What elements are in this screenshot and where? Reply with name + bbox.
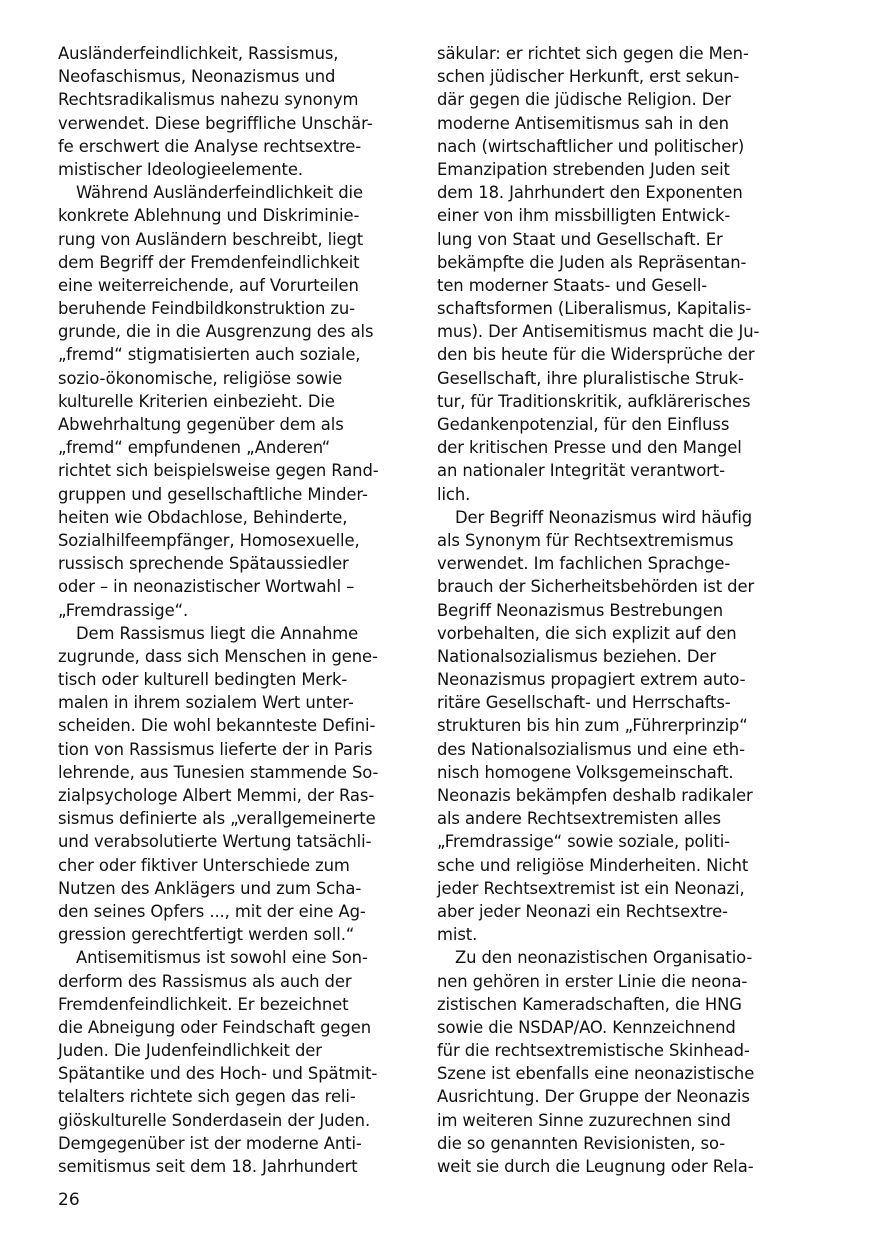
text-line: Neofaschismus, Neonazismus und	[58, 67, 336, 87]
text-line: grunde, die in die Ausgrenzung des als	[58, 322, 374, 342]
text-line: als andere Rechtsextremisten alles	[437, 809, 721, 829]
text-line: telalters richtete sich gegen das reli-	[58, 1087, 356, 1107]
text-line: gression gerechtfertigt werden soll.“	[58, 925, 355, 945]
text-line: ritäre Gesellschaft- und Herrschafts-	[437, 693, 731, 713]
paragraph-start-line: Der Begriff Neonazismus wird häufig	[455, 507, 753, 527]
text-line: kulturelle Kriterien einbezieht. Die	[58, 391, 335, 411]
page-number: 26	[58, 1190, 80, 1210]
text-line: där gegen die jüdische Religion. Der	[437, 90, 731, 110]
text-line: derform des Rassismus als auch der	[58, 971, 352, 991]
text-line: tisch oder kulturell bedingten Merk-	[58, 670, 348, 690]
text-line: Rechtsradikalismus nahezu synonym	[58, 90, 359, 110]
text-line: dem 18. Jahrhundert den Exponenten	[437, 183, 743, 203]
text-line: den bis heute für die Widersprüche der	[437, 345, 755, 365]
text-line: Gesellschaft, ihre pluralistische Struk-	[437, 368, 744, 388]
text-line: säkular: er richtet sich gegen die Men-	[437, 44, 749, 63]
text-line: Emanzipation strebenden Juden seit	[437, 159, 730, 179]
text-line: „Fremdrassige“.	[58, 600, 189, 620]
text-line: Begriff Neonazismus Bestrebungen	[437, 600, 723, 620]
text-line: verwendet. Im fachlichen Sprachge-	[437, 554, 731, 574]
text-line: Demgegenüber ist der moderne Anti-	[58, 1133, 362, 1153]
text-line: Neonazis bekämpfen deshalb radikaler	[437, 786, 753, 805]
text-line: russisch sprechende Spätaussiedler	[58, 554, 349, 574]
text-line: einer von ihm missbilligten Entwick-	[437, 206, 731, 226]
text-line: giöskulturelle Sonderdasein der Juden.	[58, 1110, 371, 1130]
text-line: zugrunde, dass sich Menschen in gene-	[58, 646, 378, 666]
text-line: Szene ist ebenfalls eine neonazistische	[437, 1064, 755, 1084]
text-line: und verabsolutierte Wertung tatsächli-	[58, 832, 372, 852]
text-line: verwendet. Diese begriffliche Unschär-	[58, 113, 373, 133]
text-line: beruhende Feindbildkonstruktion zu-	[58, 299, 355, 319]
text-line: zistischen Kameradschaften, die HNG	[437, 994, 742, 1014]
right-text-column	[437, 42, 783, 1178]
text-line: konkrete Ablehnung und Diskriminie-	[58, 206, 360, 226]
text-line: rung von Ausländern beschreibt, liegt	[58, 229, 364, 249]
text-line: Nutzen des Anklägers und zum Scha-	[58, 878, 362, 898]
text-line: der kritischen Presse und den Mangel	[437, 438, 742, 458]
text-line: Nationalsozialismus beziehen. Der	[437, 646, 716, 666]
text-line: nach (wirtschaftlicher und politischer)	[437, 136, 745, 156]
text-line: oder – in neonazistischer Wortwahl –	[58, 577, 355, 597]
text-line: nen gehören in erster Linie die neona-	[437, 971, 748, 991]
text-line: weit sie durch die Leugnung oder Rela-	[437, 1157, 754, 1176]
text-line: lung von Staat und Gesellschaft. Er	[437, 229, 723, 249]
text-line: cher oder fiktiver Unterschiede zum	[58, 855, 350, 875]
text-line: „fremd“ empfundenen „Anderen“	[58, 438, 331, 458]
text-line: sowie die NSDAP/AO. Kennzeichnend	[437, 1017, 736, 1037]
text-line: des Nationalsozialismus und eine eth-	[437, 739, 745, 759]
text-line: malen in ihrem sozialem Wert unter-	[58, 693, 354, 713]
text-line: lich.	[437, 484, 471, 504]
text-line: Ausrichtung. Der Gruppe der Neonazis	[437, 1087, 750, 1107]
text-line: bekämpfte die Juden als Repräsentan-	[437, 252, 747, 272]
paragraph-start-line: Dem Rassismus liegt die Annahme	[76, 623, 359, 643]
text-line: ten moderner Staats- und Gesell-	[437, 275, 708, 295]
text-line: „Fremdrassige“ sowie soziale, politi-	[437, 832, 730, 852]
text-line: Spätantike und des Hoch- und Spätmit-	[58, 1064, 378, 1084]
text-line: tur, für Traditionskritik, aufklärerisches	[437, 391, 751, 411]
text-line: mus). Der Antisemitismus macht die Ju-	[437, 322, 760, 342]
left-text-column	[58, 42, 404, 1178]
text-line: zialpsychologe Albert Memmi, der Ras-	[58, 786, 375, 805]
text-line: richtet sich beispielsweise gegen Rand-	[58, 461, 379, 481]
text-line: für die rechtsextremistische Skinhead-	[437, 1041, 750, 1061]
text-line: sismus definierte als „verallgemeinerte	[58, 809, 376, 829]
text-line: eine weiterreichende, auf Vorurteilen	[58, 275, 359, 295]
text-line: vorbehalten, die sich explizit auf den	[437, 623, 737, 643]
text-line: jeder Rechtsextremist ist ein Neonazi,	[437, 878, 745, 898]
text-line: fe erschwert die Analyse rechtsextre-	[58, 136, 362, 156]
text-line: tion von Rassismus lieferte der in Paris	[58, 739, 373, 759]
text-line: als Synonym für Rechtsextremismus	[437, 530, 734, 550]
text-line: dem Begriff der Fremdenfeindlichkeit	[58, 252, 360, 272]
text-line: scheiden. Die wohl bekannteste Defini-	[58, 716, 376, 736]
text-line: gruppen und gesellschaftliche Minder-	[58, 484, 368, 504]
text-line: Ausländerfeindlichkeit, Rassismus,	[58, 44, 339, 63]
text-line: schen jüdischer Herkunft, erst sekun-	[437, 67, 740, 87]
text-line: Neonazismus propagiert extrem auto-	[437, 670, 746, 690]
text-line: an nationaler Integrität verantwort-	[437, 461, 725, 481]
text-line: Gedankenpotenzial, für den Einfluss	[437, 415, 730, 434]
text-line: brauch der Sicherheitsbehörden ist der	[437, 577, 755, 597]
text-line: nisch homogene Volksgemeinschaft.	[437, 762, 734, 782]
text-line: Sozialhilfeempfänger, Homosexuelle,	[58, 530, 360, 550]
text-line: mist.	[437, 925, 478, 945]
text-line: semitismus seit dem 18. Jahrhundert	[58, 1157, 358, 1176]
text-line: lehrende, aus Tunesien stammende So-	[58, 762, 379, 782]
text-line: moderne Antisemitismus sah in den	[437, 113, 729, 133]
text-line: schaftsformen (Liberalismus, Kapitalis-	[437, 299, 752, 319]
text-line: sche und religiöse Minderheiten. Nicht	[437, 855, 749, 875]
paragraph-start-line: Zu den neonazistischen Organisatio-	[455, 948, 753, 968]
text-line: heiten wie Obdachlose, Behinderte,	[58, 507, 348, 527]
text-line: „fremd“ stigmatisierten auch soziale,	[58, 345, 361, 365]
text-line: Juden. Die Judenfeindlichkeit der	[58, 1041, 322, 1061]
text-line: Abwehrhaltung gegenüber dem als	[58, 415, 344, 434]
text-line: im weiteren Sinne zuzurechnen sind	[437, 1110, 731, 1130]
text-line: aber jeder Neonazi ein Rechtsextre-	[437, 901, 728, 921]
text-line: die Abneigung oder Feindschaft gegen	[58, 1017, 371, 1037]
text-line: sozio-ökonomische, religiöse sowie	[58, 368, 343, 388]
text-line: Fremdenfeindlichkeit. Er bezeichnet	[58, 994, 349, 1014]
text-line: strukturen bis hin zum „Führerprinzip“	[437, 716, 748, 736]
paragraph-start-line: Während Ausländerfeindlichkeit die	[76, 183, 363, 203]
text-line: mistischer Ideologieelemente.	[58, 159, 303, 179]
text-line: die so genannten Revisionisten, so-	[437, 1133, 726, 1153]
text-line: den seines Opfers ..., mit der eine Ag-	[58, 901, 366, 921]
paragraph-start-line: Antisemitismus ist sowohl eine Son-	[76, 948, 368, 968]
